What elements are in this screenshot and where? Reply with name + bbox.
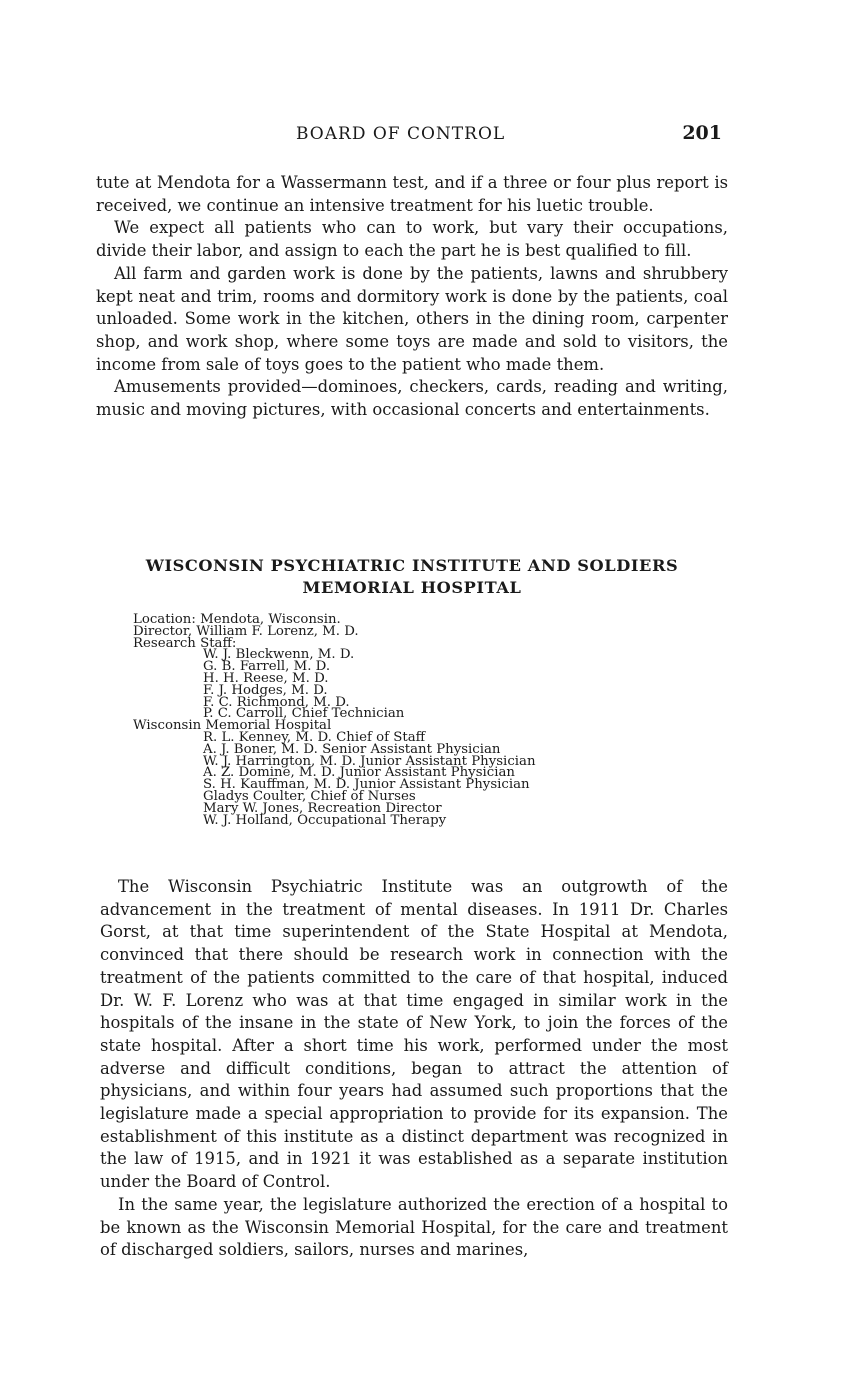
staff-member: W. J. Harrington, M. D. Junior Assistant Physician — [203, 753, 536, 769]
staff-member: Gladys Coulter, Chief of Nurses — [203, 788, 416, 804]
staff-member: F. C. Richmond, M. D. — [203, 694, 350, 710]
staff-member: W. J. Bleckwenn, M. D. — [203, 647, 355, 663]
running-head — [96, 124, 728, 150]
section-heading — [96, 555, 728, 599]
running-head-title: BOARD OF CONTROL — [296, 124, 506, 144]
staff-member: R. L. Kenney, M. D. Chief of Staff — [203, 729, 426, 745]
paragraph: The Wisconsin Psychiatric Institute was an outgrowth of the advancement in the treatment of mental diseases. In 1911 Dr. Charles Gorst, at that time superintendent of the State Hospital at Mendota, convinced that there should be research work in connection with the treatment of the patients committed to the care of that hospital, induced Dr. W. F. Lorenz who was at that time engaged in similar work in the hospitals of the insane in the state of New York, to join the forces of the state hospital. After a short time his work, performed under the most adverse and difficult conditions, began to attract the attention of physicians, and within four years had assumed such proportions that the legislature made a special appropriation to provide for its expansion. The establishment of this institute as a distinct department was recognized in the law of 1915, and in 1921 it was established as a separate institution under the Board of Control. — [100, 877, 728, 1192]
paragraph: All farm and garden work is done by the patients, lawns and shrubbery kept neat and trim, rooms and dormitory work is done by the patients, coal unloaded. Some work in the kitchen, others in the dining room, carpenter shop, and work shop, where some toys are made and sold to visitors, the income from sale of toys goes to the patient who made them. — [96, 263, 728, 374]
section-heading-line: WISCONSIN PSYCHIATRIC INSTITUTE AND SOLDIERS — [145, 556, 679, 575]
staff-member: H. H. Reese, M. D. — [203, 670, 329, 686]
paragraph: Amusements provided—dominoes, checkers, cards, reading and writing, music and moving pictures, with occasional concerts and entertainments. — [96, 377, 728, 420]
staff-listing — [133, 614, 733, 826]
institute-history — [100, 876, 728, 1262]
page-number: 201 — [682, 122, 722, 144]
paragraph: tute at Mendota for a Wassermann test, and if a three or four plus report is received, we continue an intensive treatment for his luetic trouble. — [96, 173, 728, 215]
staff-member: A. Z. Domine, M. D. Junior Assistant Physician — [203, 765, 515, 781]
location-line: Location: Mendota, Wisconsin. — [133, 612, 341, 627]
staff-member: A. J. Boner, M. D. Senior Assistant Physician — [203, 741, 501, 757]
staff-member: G. B. Farrell, M. D. — [203, 659, 331, 675]
research-staff-label: Research Staff: — [133, 635, 237, 651]
paragraph: We expect all patients who can to work, but vary their occupations, divide their labor, and assign to each the part he is best qualified to fill. — [96, 218, 728, 261]
staff-member: P. C. Carroll, Chief Technician — [203, 706, 405, 722]
memorial-hospital-label: Wisconsin Memorial Hospital — [133, 718, 332, 734]
staff-member: W. J. Holland, Occupational Therapy — [203, 812, 447, 828]
paragraph: In the same year, the legislature authorized the erection of a hospital to be known as the Wisconsin Memorial Hospital, for the care and treatment of discharged soldiers, sailors, nurses and marines, — [100, 1194, 728, 1260]
section-continuation — [96, 172, 728, 422]
staff-member: S. H. Kauffman, M. D. Junior Assistant Physician — [203, 777, 530, 793]
staff-member: F. J. Hodges, M. D. — [203, 682, 328, 698]
director-line: Director, William F. Lorenz, M. D. — [133, 623, 359, 639]
section-heading-line: MEMORIAL HOSPITAL — [302, 578, 522, 597]
staff-member: Mary W. Jones, Recreation Director — [203, 800, 442, 816]
